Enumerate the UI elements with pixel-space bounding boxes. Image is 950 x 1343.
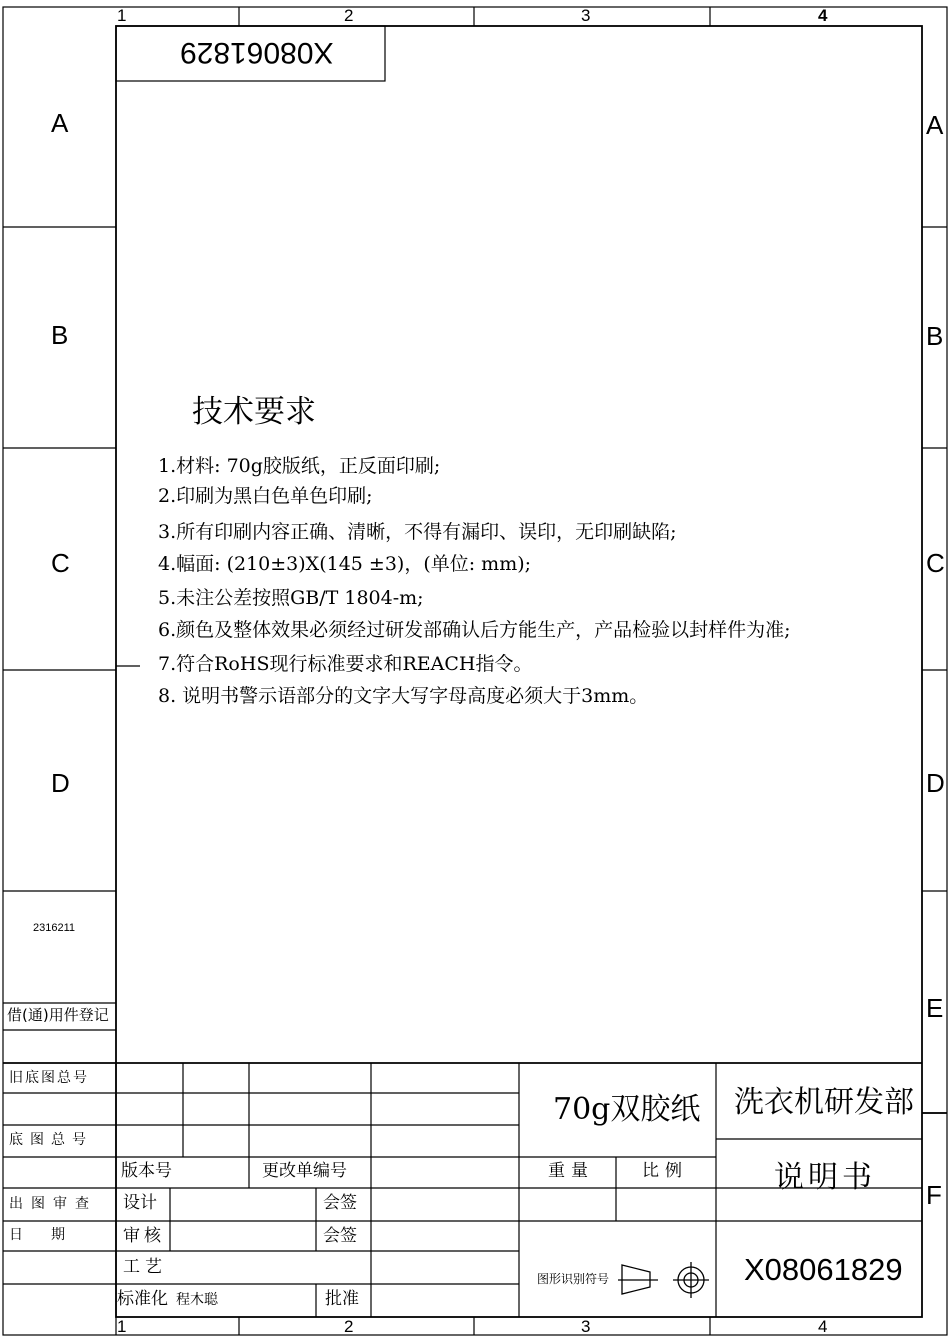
tech-item-4: 4.幅面: (210±3)X(145 ±3)，(单位: mm); (158, 553, 532, 575)
version-label: 版本号 (121, 1161, 172, 1181)
zone-letter-left-d: D (51, 768, 70, 798)
borrow-register-label: 借(通)用件登记 (7, 1006, 109, 1024)
drawing-check-label: 出图审查 (9, 1196, 97, 1212)
zone-number-bottom-4: 4 (818, 1317, 828, 1336)
countersign-label-2: 会签 (323, 1226, 357, 1246)
old-base-number-label: 旧底图总号 (9, 1070, 89, 1086)
tech-item-8: 8. 说明书警示语部分的文字大写字母高度必须大于3mm。 (158, 685, 649, 707)
zone-letter-right-f: F (926, 1180, 942, 1210)
base-number-label: 底图总号 (9, 1132, 93, 1148)
standardization-person: 程木聪 (176, 1292, 218, 1308)
zone-number-top-4: 4 (818, 6, 828, 25)
zone-letter-left-c: C (51, 548, 70, 578)
zone-letter-right-e: E (926, 993, 944, 1023)
zone-number-bottom-2: 2 (344, 1317, 354, 1336)
zone-letter-right-c: C (926, 548, 945, 578)
zone-letter-right-d: D (926, 768, 945, 798)
tech-item-2: 2.印刷为黑白色单色印刷; (158, 485, 373, 507)
tech-item-1: 1.材料: 70g胶版纸，正反面印刷; (158, 455, 441, 477)
register-code: 2316211 (33, 922, 76, 934)
review-label: 审核 (123, 1226, 165, 1246)
weight-label: 重量 (548, 1161, 594, 1181)
standardization-label: 标准化 (117, 1289, 168, 1309)
document-name: 说明书 (774, 1160, 876, 1195)
countersign-label: 会签 (323, 1193, 357, 1213)
approve-label: 批准 (325, 1289, 359, 1309)
projection-symbol-label: 图形识别符号 (537, 1272, 610, 1286)
department-name: 洗衣机研发部 (734, 1085, 914, 1120)
zone-letter-left-a: A (51, 108, 69, 138)
projection-symbol-icon (618, 1262, 709, 1298)
tech-item-5: 5.未注公差按照GB/T 1804-m; (158, 587, 424, 609)
zone-number-top-2: 2 (344, 6, 354, 25)
drawing-number-rotated: X08061829 (180, 36, 334, 69)
zone-number-bottom-1: 1 (117, 1317, 127, 1336)
zone-number-bottom-3: 3 (581, 1317, 591, 1336)
scale-label: 比例 (642, 1161, 688, 1181)
zone-number-top-1: 1 (117, 6, 127, 25)
tech-requirements-title: 技术要求 (192, 394, 316, 430)
zone-letter-left-b: B (51, 320, 69, 350)
process-label: 工艺 (123, 1257, 167, 1277)
zone-letter-right-b: B (926, 321, 944, 351)
tech-item-6: 6.颜色及整体效果必须经过研发部确认后方能生产，产品检验以封样件为准; (158, 619, 791, 641)
drawing-number: X08061829 (744, 1252, 903, 1287)
tech-item-7: 7.符合RoHS现行标准要求和REACH指令。 (158, 653, 533, 675)
tech-item-3: 3.所有印刷内容正确、清晰，不得有漏印、误印，无印刷缺陷; (158, 521, 677, 543)
zone-letter-right-a: A (926, 110, 944, 140)
design-label: 设计 (123, 1193, 157, 1213)
date-label: 日 期 (9, 1227, 65, 1243)
change-number-label: 更改单编号 (262, 1161, 347, 1181)
zone-number-top-3: 3 (581, 6, 591, 25)
material-name: 70g双胶纸 (553, 1092, 701, 1127)
